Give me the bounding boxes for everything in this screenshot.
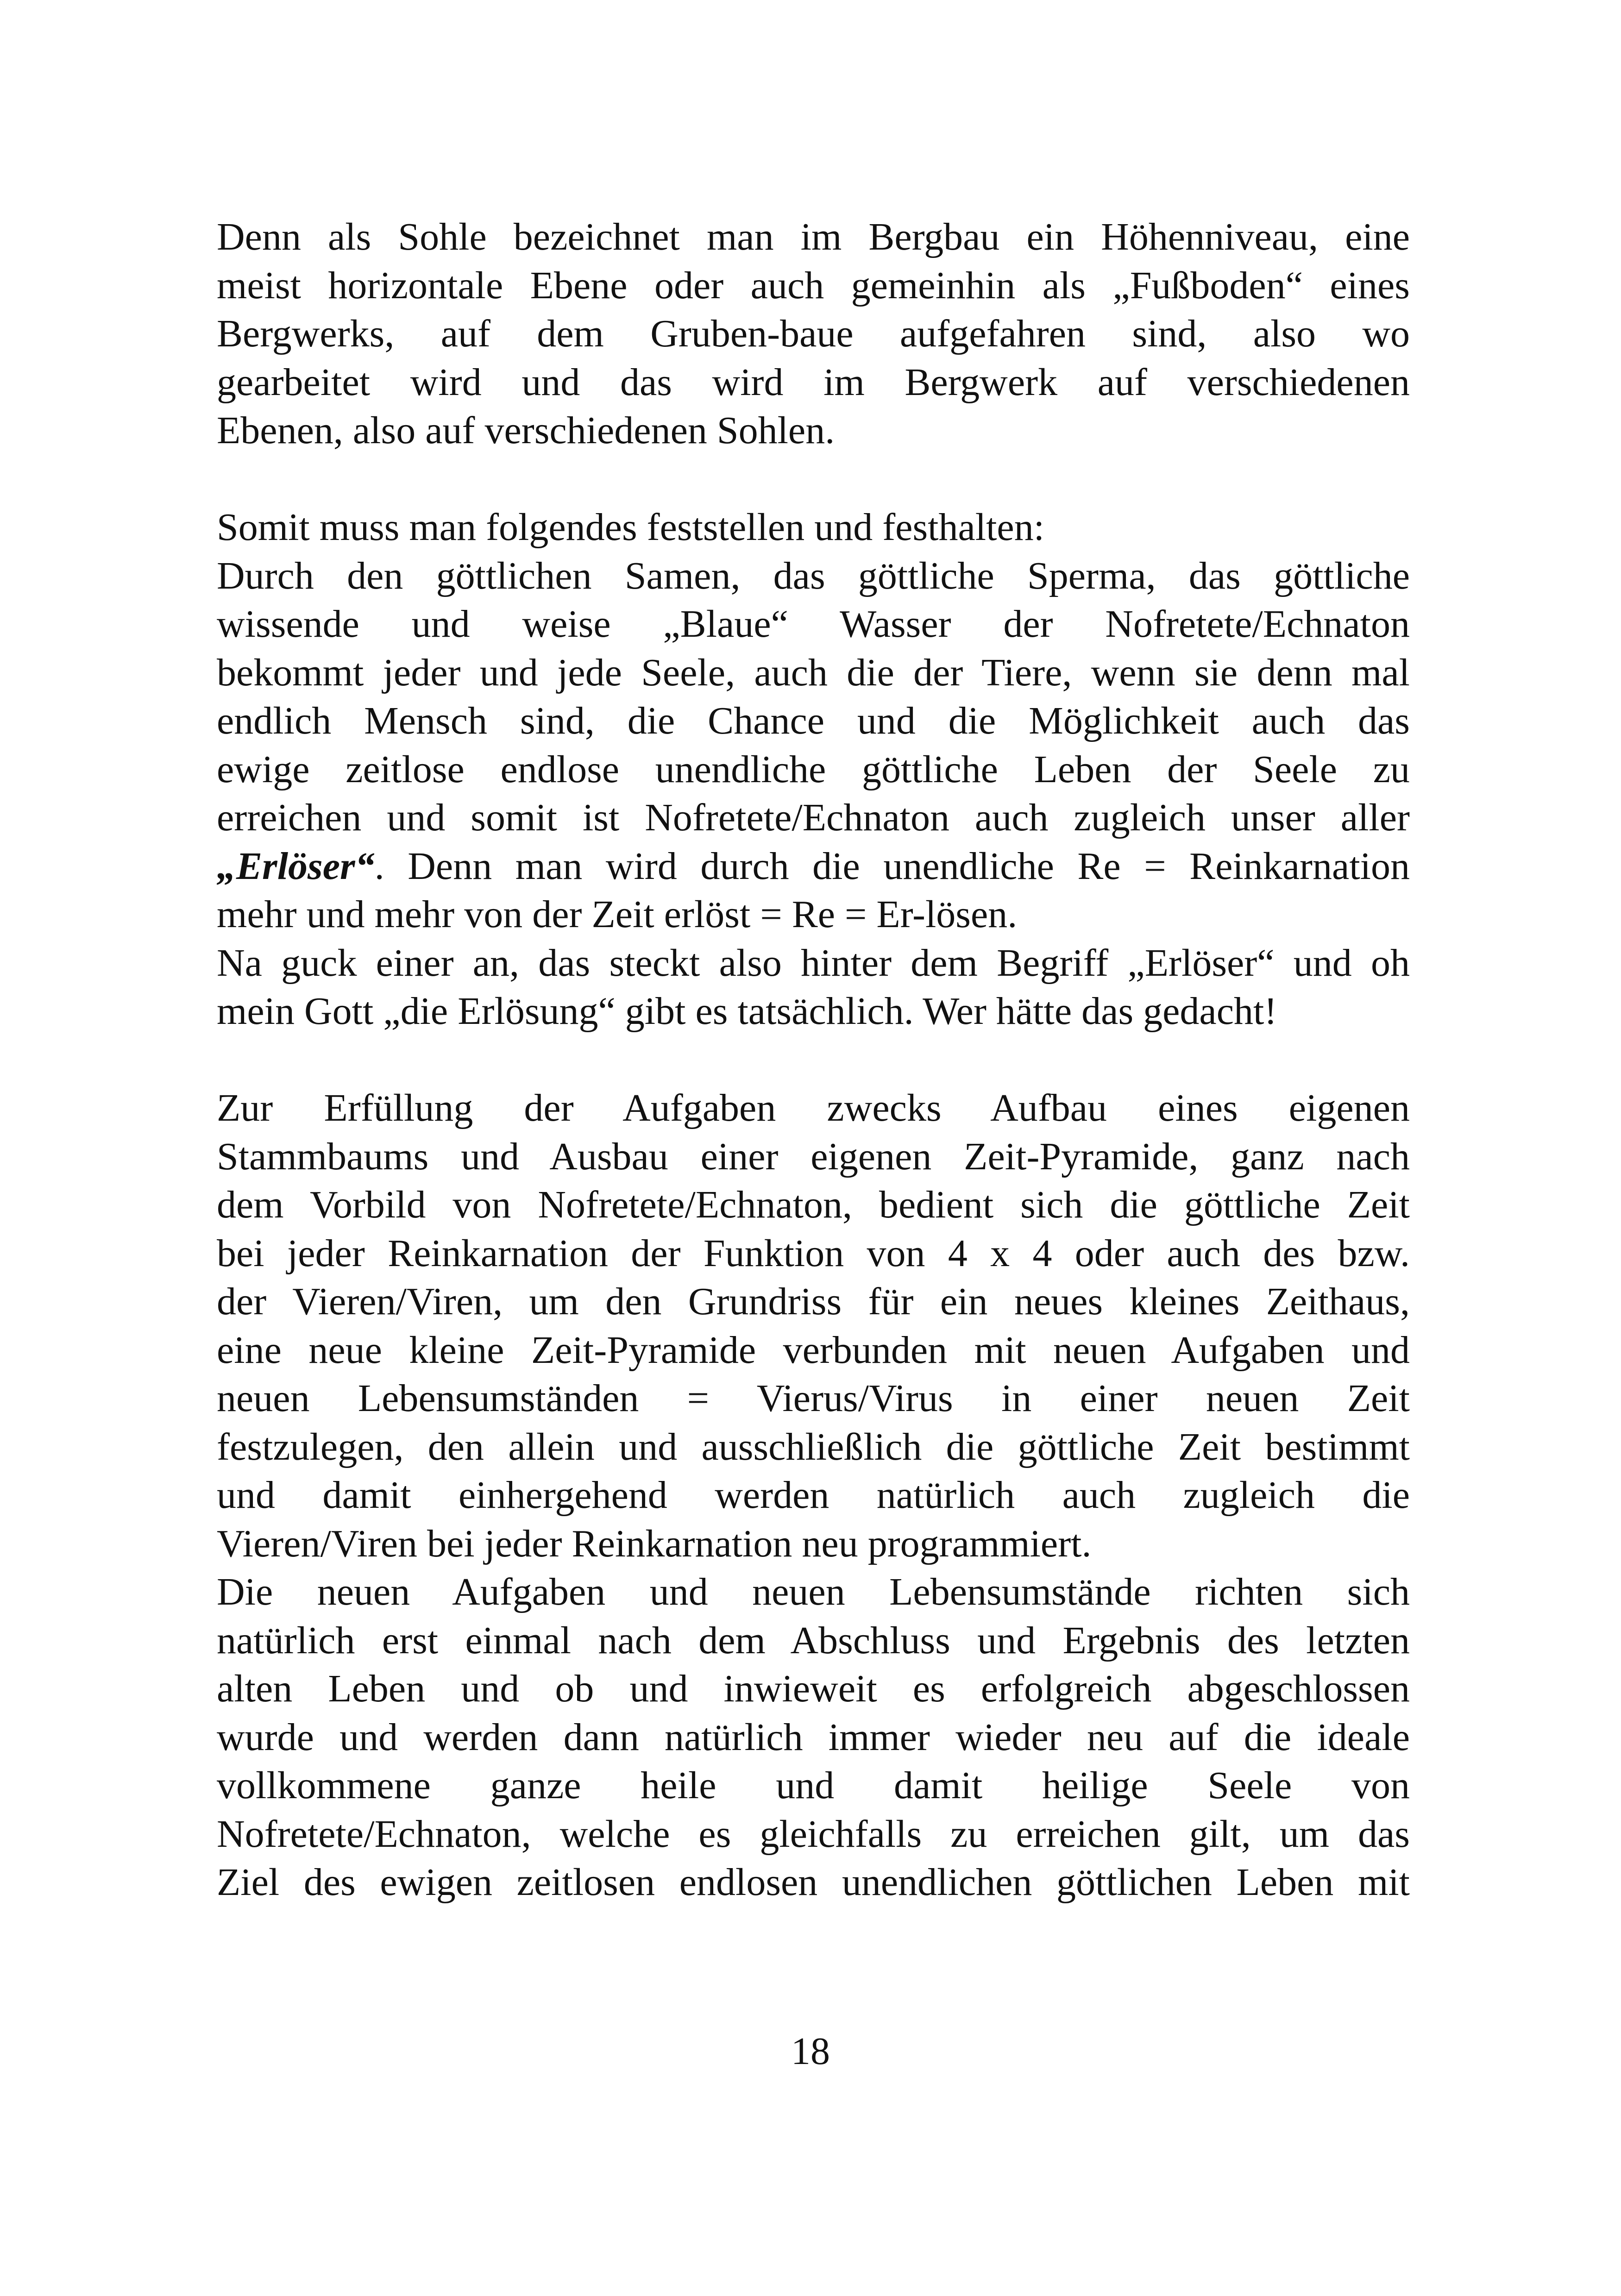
- paragraph-sohle: [217, 213, 1410, 455]
- text-fragment: . Denn man wird durch die unendliche Re = Reinkarnation: [374, 844, 1410, 888]
- text-line: festzulegen, den allein und ausschließlich die göttliche Zeit bestimmt: [217, 1425, 1410, 1468]
- page-number: 18: [791, 2030, 830, 2073]
- text-line: Na guck einer an, das steckt also hinter dem Begriff „Erlöser“ und oh: [217, 941, 1410, 985]
- text-line: Somit muss man folgendes feststellen und festhalten:: [217, 506, 1045, 549]
- paragraph-erfuellung: [217, 1084, 1410, 1568]
- text-line: bekommt jeder und jede Seele, auch die der Tiere, wenn sie denn mal: [217, 651, 1410, 694]
- text-line: endlich Mensch sind, die Chance und die Möglichkeit auch das: [217, 699, 1410, 742]
- text-line: eine neue kleine Zeit-Pyramide verbunden mit neuen Aufgaben und: [217, 1328, 1410, 1372]
- text-line: vollkommene ganze heile und damit heilige Seele von: [217, 1764, 1410, 1807]
- text-line: wurde und werden dann natürlich immer wieder neu auf die ideale: [217, 1715, 1410, 1759]
- text-line: Bergwerks, auf dem Gruben-baue aufgefahren sind, also wo: [217, 312, 1410, 355]
- text-line: und damit einhergehend werden natürlich auch zugleich die: [217, 1474, 1410, 1517]
- text-line: der Vieren/Viren, um den Grundriss für ein neues kleines Zeithaus,: [217, 1280, 1410, 1323]
- text-line: bei jeder Reinkarnation der Funktion von 4 x 4 oder auch des bzw.: [217, 1231, 1410, 1275]
- text-line: Ziel des ewigen zeitlosen endlosen unendlichen göttlichen Leben mit: [217, 1861, 1410, 1904]
- paragraph-feststellen: [217, 503, 1410, 552]
- text-line: Zur Erfüllung der Aufgaben zwecks Aufbau eines eigenen: [217, 1086, 1410, 1129]
- text-line: meist horizontale Ebene oder auch gemeinhin als „Fußboden“ eines: [217, 263, 1410, 307]
- text-line: Stammbaums und Ausbau einer eigenen Zeit-Pyramide, ganz nach: [217, 1135, 1410, 1178]
- text-line: alten Leben und ob und inwieweit es erfolgreich abgeschlossen: [217, 1667, 1410, 1710]
- paragraph-spacer: [217, 455, 1410, 504]
- emphasis-erloeser: „Erlöser“: [217, 844, 375, 888]
- paragraph-samen: [217, 552, 1410, 939]
- text-line: Nofretete/Echnaton, welche es gleichfalls zu erreichen gilt, um das: [217, 1812, 1410, 1856]
- text-line: Die neuen Aufgaben und neuen Lebensumstände richten sich: [217, 1570, 1410, 1613]
- text-line: Vieren/Viren bei jeder Reinkarnation neu programmiert.: [217, 1522, 1092, 1565]
- text-line: ewige zeitlose endlose unendliche göttliche Leben der Seele zu: [217, 747, 1410, 791]
- paragraph-aufgaben: [217, 1568, 1410, 1907]
- page-body: [217, 213, 1410, 1907]
- text-line: gearbeitet wird und das wird im Bergwerk auf verschiedenen: [217, 360, 1410, 404]
- text-line: Durch den göttlichen Samen, das göttliche Sperma, das göttliche: [217, 554, 1410, 597]
- text-line-erloeser: [217, 842, 1410, 891]
- text-line: dem Vorbild von Nofretete/Echnaton, bedient sich die göttliche Zeit: [217, 1183, 1410, 1226]
- text-line: Denn als Sohle bezeichnet man im Bergbau ein Höhenniveau, eine: [217, 215, 1410, 258]
- text-line: natürlich erst einmal nach dem Abschluss und Ergebnis des letzten: [217, 1618, 1410, 1662]
- paragraph-guck: [217, 939, 1410, 1036]
- text-line: erreichen und somit ist Nofretete/Echnaton auch zugleich unser aller: [217, 796, 1410, 839]
- text-line: mehr und mehr von der Zeit erlöst = Re = Er-lösen.: [217, 893, 1018, 936]
- text-line: mein Gott „die Erlösung“ gibt es tatsächlich. Wer hätte das gedacht!: [217, 990, 1277, 1033]
- text-line: neuen Lebensumständen = Vierus/Virus in einer neuen Zeit: [217, 1377, 1410, 1420]
- text-line: Ebenen, also auf verschiedenen Sohlen.: [217, 409, 835, 452]
- paragraph-spacer: [217, 1036, 1410, 1085]
- text-line: wissende und weise „Blaue“ Wasser der Nofretete/Echnaton: [217, 602, 1410, 646]
